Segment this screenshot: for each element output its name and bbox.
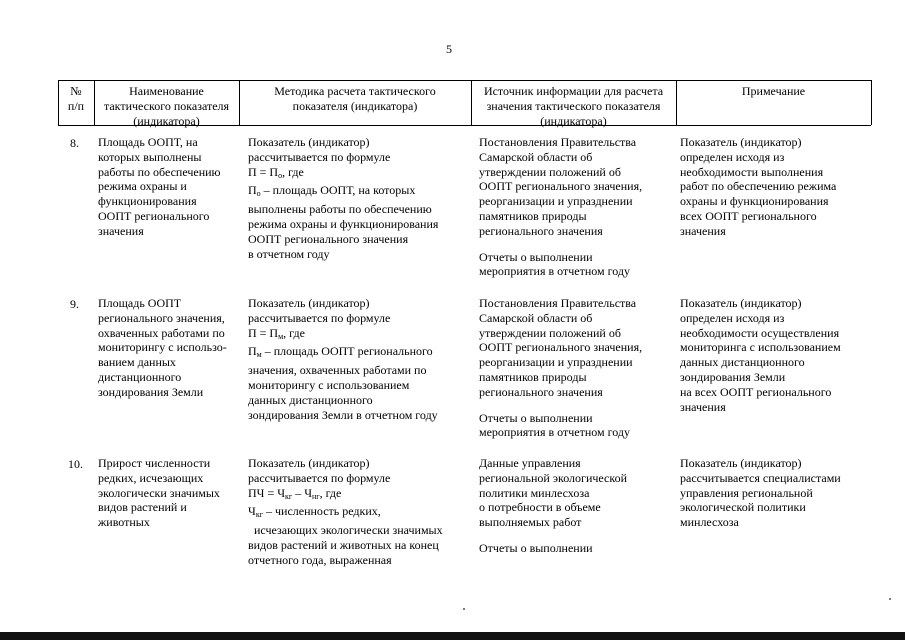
row-note: Показатель (индикатор) определен исходя из необходимости осуществления мониторинга с использованием данных дистанционного зондирования Земли на всех ООПТ регионального значения xyxy=(680,296,841,414)
header-col-number: № п/п xyxy=(67,84,85,113)
row-number: 9. xyxy=(70,297,79,311)
row-name: Прирост численности редких, исчезающих экологически значимых видов растений и животных xyxy=(98,456,220,530)
row-note: Показатель (индикатор) рассчитывается специалистами управления региональной экологической политики минлесхоза xyxy=(680,456,841,530)
row-name: Площадь ООПТ, на которых выполнены работы по обеспечению режима охраны и функционирования ООПТ регионального значения xyxy=(98,135,221,238)
header-col-name: Наименование тактического показателя (индикатора) xyxy=(103,84,230,128)
header-col-source: Источник информации для расчета значения тактического показателя (индикатора) xyxy=(483,84,664,128)
header-col-method: Методика расчета тактического показателя (индикатора) xyxy=(274,84,436,113)
row-name: Площадь ООПТ регионального значения, охваченных работами по мониторингу с использо- ванием данных дистанционного зондирования Земли xyxy=(98,296,227,399)
scan-edge-bar xyxy=(0,632,905,640)
row-source: Постановления Правительства Самарской области об утверждении положений об ООПТ регионального значения, реорганизации и упразднении памятников природы регионального значения Отчеты о выполнении мероприятия в отчетном году xyxy=(479,135,643,279)
row-source: Данные управления региональной экологической политики минлесхоза о потребности в объеме выполняемых работ Отчеты о выполнении xyxy=(479,456,628,555)
row-note: Показатель (индикатор) определен исходя из необходимости выполнения работ по обеспечению режима охраны и функционирования всех ООПТ регионального значения xyxy=(680,135,837,238)
header-col-note: Примечание xyxy=(741,84,806,98)
row-source: Постановления Правительства Самарской области об утверждении положений об ООПТ регионального значения, реорганизации и упразднении памятников природы регионального значения Отчеты о выполнении мероприятия в отчетном году xyxy=(479,296,643,440)
scan-speck xyxy=(889,598,891,600)
scan-speck xyxy=(463,608,465,610)
row-method: Показатель (индикатор) рассчитывается по формуле ПЧ = $Ч_{кг} - Ч_{нг}$, где $Ч_{кг}$ – численность редких, исчезающих экологически значимых видов растений и животных на конец отчетного года, выраженная xyxy=(248,456,443,567)
table-top-border xyxy=(58,80,871,81)
row-method: Показатель (индикатор) рассчитывается по формуле $П = П_о$, где $П_о$ – площадь ООПТ, на которых выполнены работы по обеспечению режима охраны и функционирования ООПТ регионального значения в отчетном году xyxy=(248,135,439,261)
row-number: 10. xyxy=(68,457,83,471)
page-number: 5 xyxy=(446,42,452,56)
row-number: 8. xyxy=(70,136,79,150)
row-method: Показатель (индикатор) рассчитывается по формуле $П = П_м$, где $П_м$ – площадь ООПТ регионального значения, охваченных работами по мониторингу с использованием данных дистанционного зондирования Земли в отчетном году xyxy=(248,296,438,422)
